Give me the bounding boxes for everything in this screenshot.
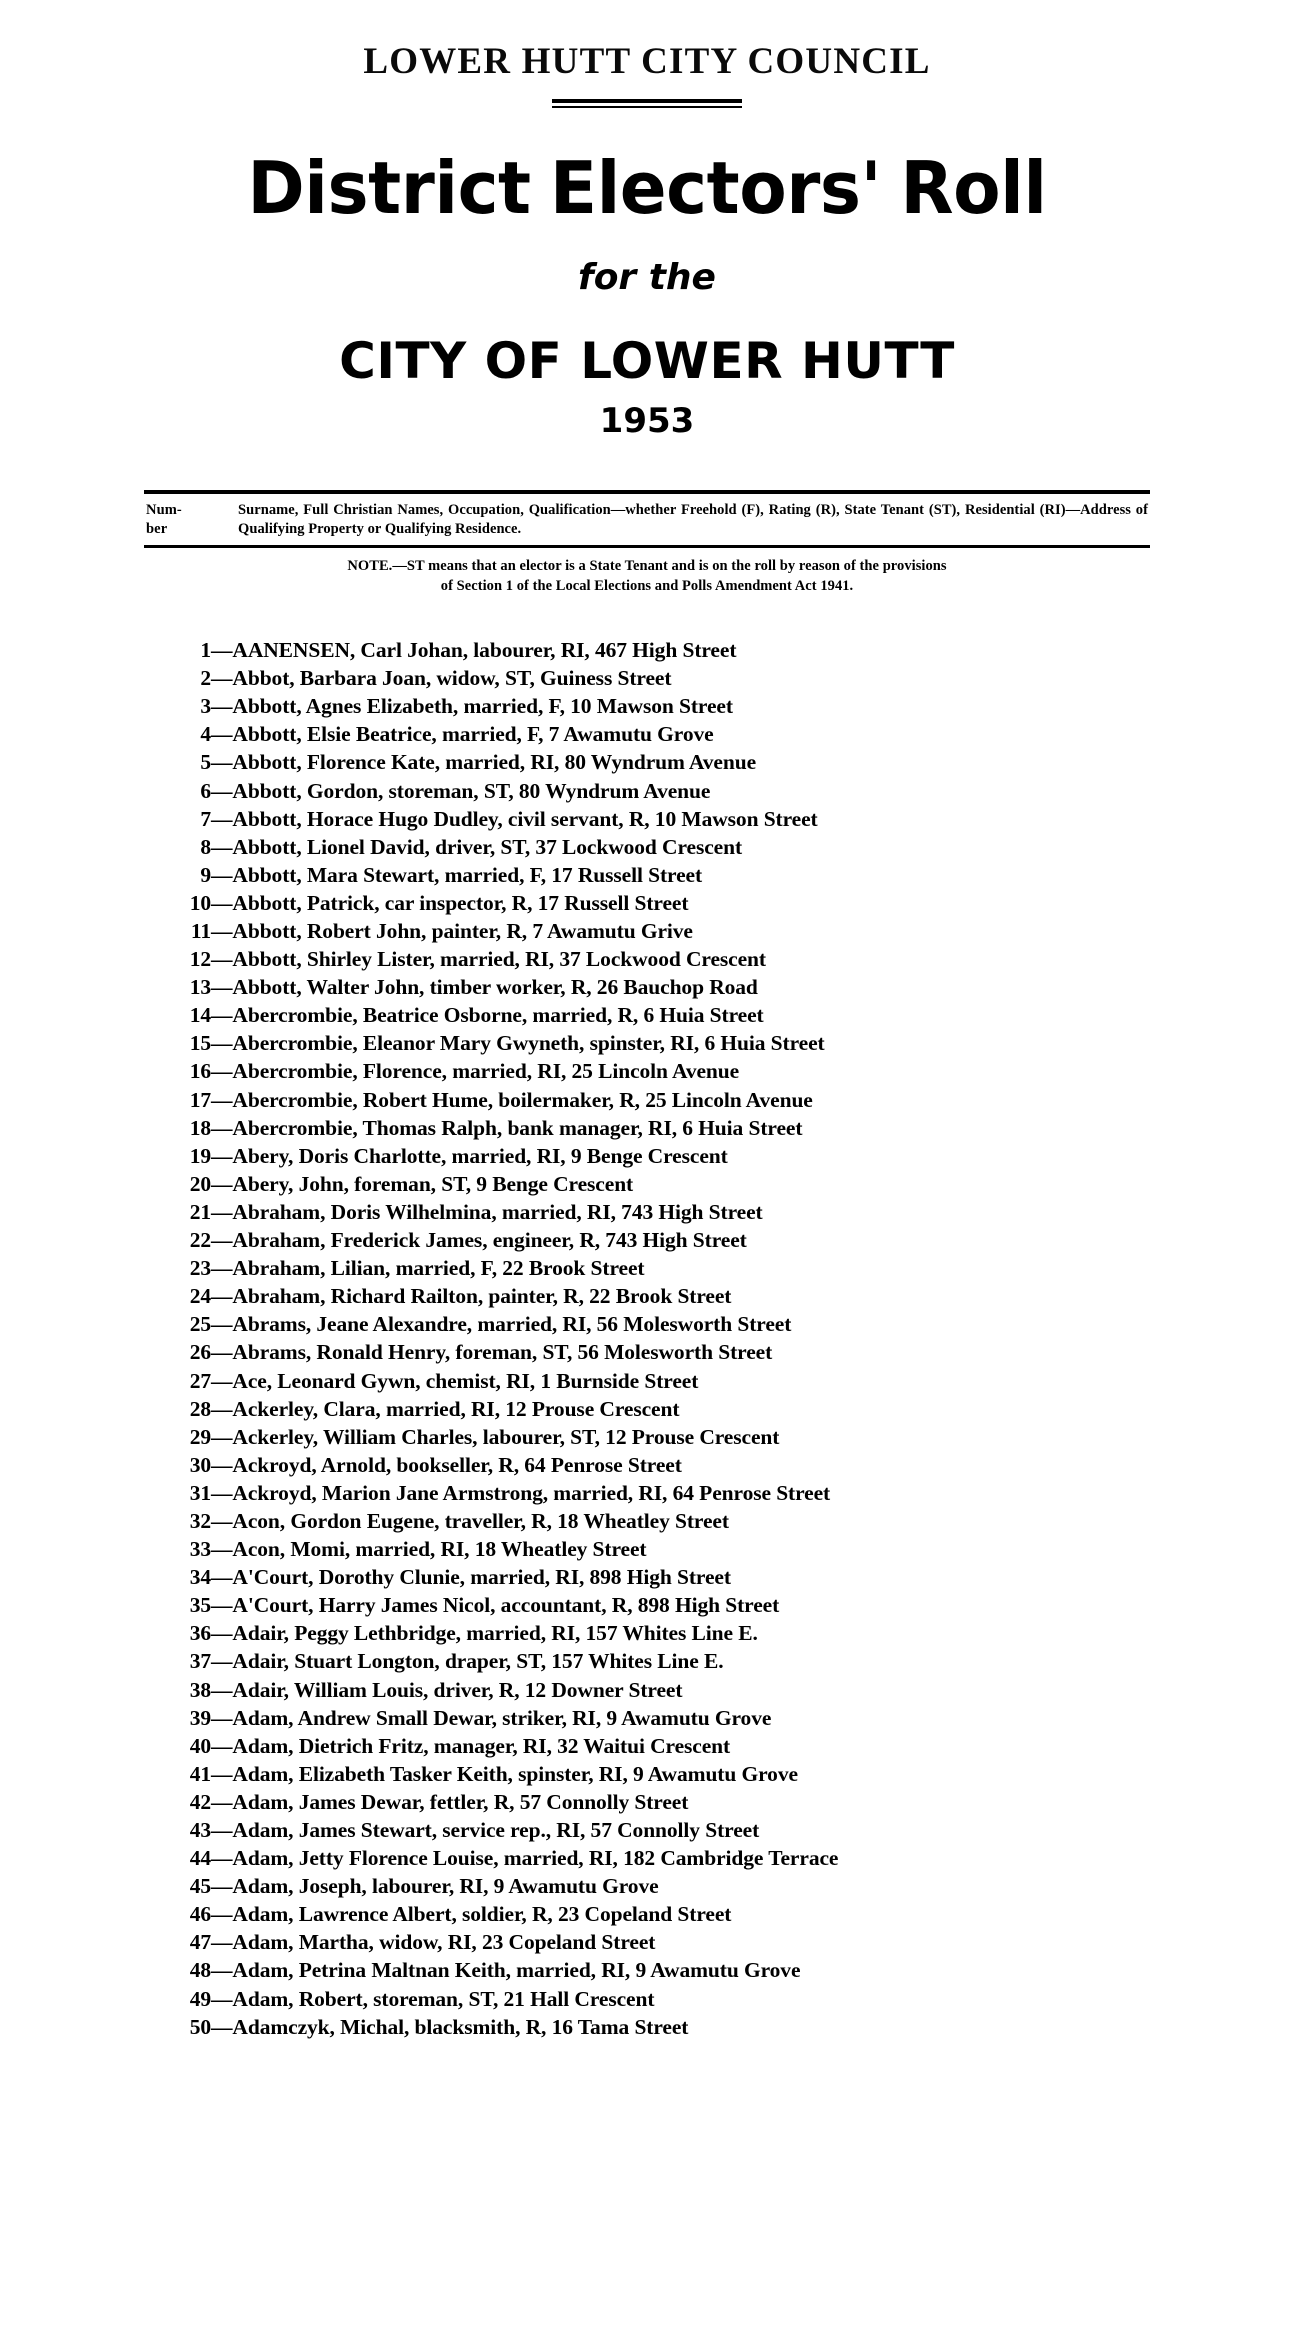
column-legend	[144, 490, 1150, 548]
entry-separator: —	[211, 1115, 233, 1140]
entry-details: Abery, Doris Charlotte, married, RI, 9 Benge Crescent	[232, 1143, 728, 1168]
entry-number: 48	[189, 1958, 211, 1983]
entry-number: 35	[189, 1593, 211, 1618]
entry-separator: —	[211, 1621, 233, 1646]
elector-entry	[183, 1816, 1177, 1844]
entry-separator: —	[211, 1171, 233, 1196]
elector-entry	[183, 1788, 1177, 1816]
entry-number: 20	[189, 1171, 211, 1196]
elector-entry	[183, 692, 1177, 720]
for-the-label: for the	[578, 256, 716, 298]
elector-entry	[183, 2013, 1177, 2041]
elector-entry	[183, 1310, 1177, 1338]
entry-number: 46	[189, 1902, 211, 1927]
elector-entry	[183, 1057, 1177, 1085]
entry-separator: —	[211, 834, 233, 859]
entry-separator: —	[211, 1677, 233, 1702]
entry-details: A'Court, Harry James Nicol, accountant, R, 898 High Street	[232, 1593, 780, 1618]
elector-entry	[183, 1872, 1177, 1900]
elector-entry	[183, 889, 1177, 917]
note-line-2: of Section 1 of the Local Elections and Polls Amendment Act 1941.	[440, 577, 854, 594]
entry-separator: —	[211, 778, 233, 803]
entry-number: 32	[189, 1508, 211, 1533]
note-line-1: NOTE.—ST means that an elector is a State Tenant and is on the roll by reason of the provisions	[347, 557, 947, 574]
entry-separator: —	[211, 638, 233, 663]
entry-number: 31	[189, 1480, 211, 1505]
elector-entry	[183, 1563, 1177, 1591]
entry-details: Abbott, Gordon, storeman, ST, 80 Wyndrum Avenue	[232, 778, 711, 803]
entry-separator: —	[211, 1256, 233, 1281]
elector-entry	[183, 861, 1177, 889]
entry-number: 42	[189, 1789, 211, 1814]
title-word-electors: Electors'	[549, 145, 882, 230]
entry-number: 28	[189, 1396, 211, 1421]
council-heading: LOWER HUTT CITY COUNCIL	[363, 41, 931, 82]
elector-entry	[183, 1507, 1177, 1535]
entry-separator: —	[211, 722, 233, 747]
elector-entry	[183, 945, 1177, 973]
entry-number: 15	[189, 1031, 211, 1056]
entry-separator: —	[211, 1818, 233, 1842]
entry-details: Adam, Robert, storeman, ST, 21 Hall Crescent	[232, 1986, 655, 2011]
entry-number: 45	[189, 1874, 211, 1899]
entry-number: 29	[189, 1424, 211, 1449]
entry-separator: —	[211, 1396, 233, 1421]
entry-separator: —	[211, 1930, 233, 1955]
entry-separator: —	[211, 750, 233, 775]
entry-separator: —	[211, 2014, 233, 2039]
entry-separator: —	[211, 919, 233, 943]
entry-separator: —	[211, 1705, 233, 1730]
entry-details: Ace, Leonard Gywn, chemist, RI, 1 Burnside Street	[232, 1368, 699, 1393]
entry-separator: —	[211, 1031, 233, 1056]
entry-details: Adam, Jetty Florence Louise, married, RI, 182 Cambridge Terrace	[232, 1846, 839, 1871]
entry-separator: —	[211, 862, 233, 887]
entry-details: Abbott, Shirley Lister, married, RI, 37 Lockwood Crescent	[232, 947, 766, 972]
entry-number: 21	[189, 1199, 211, 1224]
entry-number: 14	[189, 1003, 211, 1028]
elector-entry	[183, 1395, 1177, 1423]
elector-entry	[183, 1282, 1177, 1310]
elector-entry	[183, 1451, 1177, 1479]
elector-entry	[183, 1086, 1177, 1114]
entry-separator: —	[211, 1649, 233, 1674]
entry-details: Adair, William Louis, driver, R, 12 Downer Street	[232, 1677, 683, 1702]
elector-entry	[183, 1114, 1177, 1142]
elector-entry-list	[117, 636, 1177, 2041]
elector-entry	[183, 1338, 1177, 1366]
entry-separator: —	[211, 1565, 233, 1590]
entry-number: 18	[189, 1115, 211, 1140]
entry-number: 41	[189, 1761, 211, 1786]
entry-details: Abercrombie, Thomas Ralph, bank manager, RI, 6 Huia Street	[232, 1115, 803, 1140]
entry-number: 8	[200, 834, 211, 859]
entry-number: 37	[189, 1649, 211, 1674]
elector-entry	[183, 748, 1177, 776]
entry-details: Adam, Joseph, labourer, RI, 9 Awamutu Grove	[232, 1874, 659, 1899]
entry-details: Abercrombie, Florence, married, RI, 25 Lincoln Avenue	[232, 1059, 740, 1084]
title-word-roll: Roll	[900, 145, 1047, 230]
elector-entry	[183, 1254, 1177, 1282]
entry-separator: —	[211, 1593, 233, 1618]
entry-separator: —	[211, 1452, 233, 1477]
entry-number: 22	[189, 1228, 211, 1253]
legend-description: Surname, Full Christian Names, Occupation, Qualification—whether Freehold (F), Rating (R), State Tenant (ST), Residential (RI)—Address of Qualifying Property or Qualifying Residence.	[238, 501, 1148, 537]
entry-separator: —	[211, 1874, 233, 1899]
entry-number: 24	[189, 1284, 211, 1309]
year-label: 1953	[599, 400, 695, 441]
entry-number: 16	[189, 1059, 211, 1084]
entry-number: 34	[189, 1565, 211, 1590]
entry-number: 2	[200, 666, 211, 691]
entry-number: 38	[189, 1677, 211, 1702]
entry-separator: —	[211, 1508, 233, 1533]
legend-number-line2: ber	[146, 520, 168, 537]
entry-details: Adam, James Dewar, fettler, R, 57 Connolly Street	[232, 1789, 689, 1814]
entry-details: Adamczyk, Michal, blacksmith, R, 16 Tama Street	[232, 2014, 689, 2039]
entry-details: Ackroyd, Marion Jane Armstrong, married, RI, 64 Penrose Street	[232, 1480, 831, 1505]
elector-entry	[183, 777, 1177, 805]
entry-separator: —	[211, 1003, 233, 1028]
entry-number: 12	[189, 947, 211, 972]
elector-entry	[183, 833, 1177, 861]
elector-entry	[183, 973, 1177, 1001]
elector-entry	[183, 1591, 1177, 1619]
entry-number: 3	[200, 694, 211, 719]
entry-separator: —	[211, 1368, 233, 1393]
elector-entry	[183, 917, 1177, 945]
entry-number: 7	[200, 806, 211, 831]
entry-number: 6	[200, 778, 211, 803]
entry-number: 19	[189, 1143, 211, 1168]
legend-number-label	[146, 501, 238, 539]
entry-separator: —	[211, 1902, 233, 1927]
entry-number: 10	[189, 890, 211, 915]
elector-entry	[183, 1647, 1177, 1675]
entry-separator: —	[211, 1312, 233, 1337]
elector-entry	[183, 1619, 1177, 1647]
masthead-divider-rule	[552, 99, 742, 108]
entry-separator: —	[211, 1789, 233, 1814]
entry-number: 25	[189, 1312, 211, 1337]
entry-details: Ackerley, William Charles, labourer, ST, 12 Prouse Crescent	[232, 1424, 780, 1449]
entry-details: Acon, Momi, married, RI, 18 Wheatley Street	[232, 1537, 647, 1562]
entry-separator: —	[211, 694, 233, 719]
title-word-district: District	[247, 145, 531, 230]
entry-details: Abbott, Walter John, timber worker, R, 26 Bauchop Road	[232, 975, 758, 1000]
entry-details: Abercrombie, Beatrice Osborne, married, R, 6 Huia Street	[232, 1003, 764, 1028]
entry-separator: —	[211, 1340, 233, 1365]
elector-entry	[183, 805, 1177, 833]
entry-separator: —	[211, 975, 233, 1000]
elector-entry	[183, 1676, 1177, 1704]
entry-separator: —	[211, 890, 233, 915]
elector-entry	[183, 1367, 1177, 1395]
elector-entry	[183, 1732, 1177, 1760]
entry-number: 49	[189, 1986, 211, 2011]
elector-entry	[183, 1704, 1177, 1732]
entry-number: 33	[189, 1537, 211, 1562]
elector-entry	[183, 1423, 1177, 1451]
entry-separator: —	[211, 1958, 233, 1983]
entry-details: Adam, Andrew Small Dewar, striker, RI, 9 Awamutu Grove	[232, 1705, 772, 1730]
entry-details: Abrams, Jeane Alexandre, married, RI, 56 Molesworth Street	[232, 1312, 792, 1337]
elector-entry	[183, 1029, 1177, 1057]
elector-entry	[183, 664, 1177, 692]
entry-details: Abbott, Mara Stewart, married, F, 17 Russell Street	[232, 862, 703, 887]
entry-details: Abraham, Frederick James, engineer, R, 743 High Street	[232, 1228, 747, 1253]
entry-separator: —	[211, 1228, 233, 1253]
entry-number: 27	[189, 1368, 211, 1393]
legend-row	[144, 494, 1150, 545]
entry-separator: —	[211, 666, 233, 691]
entry-number: 5	[200, 750, 211, 775]
note-text	[144, 557, 1150, 596]
elector-entry	[183, 1170, 1177, 1198]
entry-details: AANENSEN, Carl Johan, labourer, RI, 467 High Street	[232, 638, 737, 663]
entry-details: Abbott, Elsie Beatrice, married, F, 7 Awamutu Grove	[232, 722, 714, 747]
entry-details: Ackerley, Clara, married, RI, 12 Prouse Crescent	[232, 1396, 680, 1421]
entry-details: Abraham, Richard Railton, painter, R, 22 Brook Street	[232, 1284, 732, 1309]
elector-entry	[183, 1198, 1177, 1226]
entry-details: Ackroyd, Arnold, bookseller, R, 64 Penrose Street	[232, 1452, 682, 1477]
entry-number: 23	[189, 1256, 211, 1281]
entry-details: Abbot, Barbara Joan, widow, ST, Guiness Street	[232, 666, 672, 691]
elector-entry	[183, 1956, 1177, 1984]
entry-number: 43	[189, 1818, 211, 1842]
entry-separator: —	[211, 1059, 233, 1084]
entry-number: 26	[189, 1340, 211, 1365]
elector-entry	[183, 1844, 1177, 1872]
entry-details: Abery, John, foreman, ST, 9 Benge Crescent	[232, 1171, 634, 1196]
entry-details: Abbott, Patrick, car inspector, R, 17 Russell Street	[232, 890, 689, 915]
entry-number: 47	[189, 1930, 211, 1955]
entry-details: Abbott, Horace Hugo Dudley, civil servant, R, 10 Mawson Street	[232, 806, 818, 831]
entry-details: Abbott, Robert John, painter, R, 7 Awamutu Grive	[232, 919, 693, 943]
entry-details: Abbott, Lionel David, driver, ST, 37 Lockwood Crescent	[232, 834, 743, 859]
entry-number: 44	[189, 1846, 211, 1871]
entry-details: Adam, Dietrich Fritz, manager, RI, 32 Waitui Crescent	[232, 1733, 731, 1758]
elector-entry	[183, 636, 1177, 664]
city-heading: CITY OF LOWER HUTT	[339, 331, 955, 390]
entry-details: Abbott, Agnes Elizabeth, married, F, 10 Mawson Street	[232, 694, 733, 719]
elector-entry	[183, 1142, 1177, 1170]
entry-separator: —	[211, 1761, 233, 1786]
legend-number-line1: Num-	[146, 501, 182, 518]
elector-entry	[183, 1001, 1177, 1029]
entry-details: Abrams, Ronald Henry, foreman, ST, 56 Molesworth Street	[232, 1340, 773, 1365]
entry-details: A'Court, Dorothy Clunie, married, RI, 898 High Street	[232, 1565, 731, 1590]
entry-number: 11	[190, 919, 211, 943]
entry-number: 36	[189, 1621, 211, 1646]
entry-details: Adam, James Stewart, service rep., RI, 57 Connolly Street	[232, 1818, 760, 1842]
elector-entry	[183, 1985, 1177, 2013]
entry-number: 9	[200, 862, 211, 887]
entry-number: 50	[189, 2014, 211, 2039]
entry-separator: —	[211, 1424, 233, 1449]
entry-separator: —	[211, 1733, 233, 1758]
entry-details: Acon, Gordon Eugene, traveller, R, 18 Wheatley Street	[232, 1508, 729, 1533]
entry-details: Abercrombie, Eleanor Mary Gwyneth, spinster, RI, 6 Huia Street	[232, 1031, 825, 1056]
entry-number: 30	[189, 1452, 211, 1477]
elector-entry	[183, 1900, 1177, 1928]
entry-details: Adam, Elizabeth Tasker Keith, spinster, RI, 9 Awamutu Grove	[232, 1761, 798, 1786]
entry-details: Abercrombie, Robert Hume, boilermaker, R, 25 Lincoln Avenue	[232, 1087, 813, 1112]
entry-details: Adair, Peggy Lethbridge, married, RI, 157 Whites Line E.	[232, 1621, 758, 1646]
elector-entry	[183, 1535, 1177, 1563]
entry-details: Abraham, Doris Wilhelmina, married, RI, 743 High Street	[232, 1199, 763, 1224]
entry-number: 13	[189, 975, 211, 1000]
entry-separator: —	[211, 806, 233, 831]
entry-separator: —	[211, 1199, 233, 1224]
entry-number: 17	[189, 1087, 211, 1112]
note-block	[144, 548, 1150, 596]
elector-entry	[183, 1479, 1177, 1507]
entry-separator: —	[211, 1986, 233, 2011]
entry-number: 1	[200, 638, 211, 663]
entry-separator: —	[211, 1284, 233, 1309]
entry-separator: —	[211, 947, 233, 972]
entry-separator: —	[211, 1537, 233, 1562]
page-title	[26, 145, 1268, 230]
entry-separator: —	[211, 1143, 233, 1168]
entry-details: Abbott, Florence Kate, married, RI, 80 Wyndrum Avenue	[232, 750, 757, 775]
entry-number: 39	[189, 1705, 211, 1730]
entry-details: Adam, Lawrence Albert, soldier, R, 23 Copeland Street	[232, 1902, 732, 1927]
entry-details: Adam, Martha, widow, RI, 23 Copeland Street	[232, 1930, 656, 1955]
entry-separator: —	[211, 1087, 233, 1112]
elector-entry	[183, 720, 1177, 748]
elector-entry	[183, 1760, 1177, 1788]
entry-details: Adair, Stuart Longton, draper, ST, 157 Whites Line E.	[232, 1649, 724, 1674]
elector-entry	[183, 1226, 1177, 1254]
entry-number: 4	[200, 722, 211, 747]
entry-separator: —	[211, 1846, 233, 1871]
entry-details: Abraham, Lilian, married, F, 22 Brook Street	[232, 1256, 645, 1281]
elector-entry	[183, 1928, 1177, 1956]
entry-number: 40	[189, 1733, 211, 1758]
entry-separator: —	[211, 1480, 233, 1505]
entry-details: Adam, Petrina Maltnan Keith, married, RI, 9 Awamutu Grove	[232, 1958, 801, 1983]
